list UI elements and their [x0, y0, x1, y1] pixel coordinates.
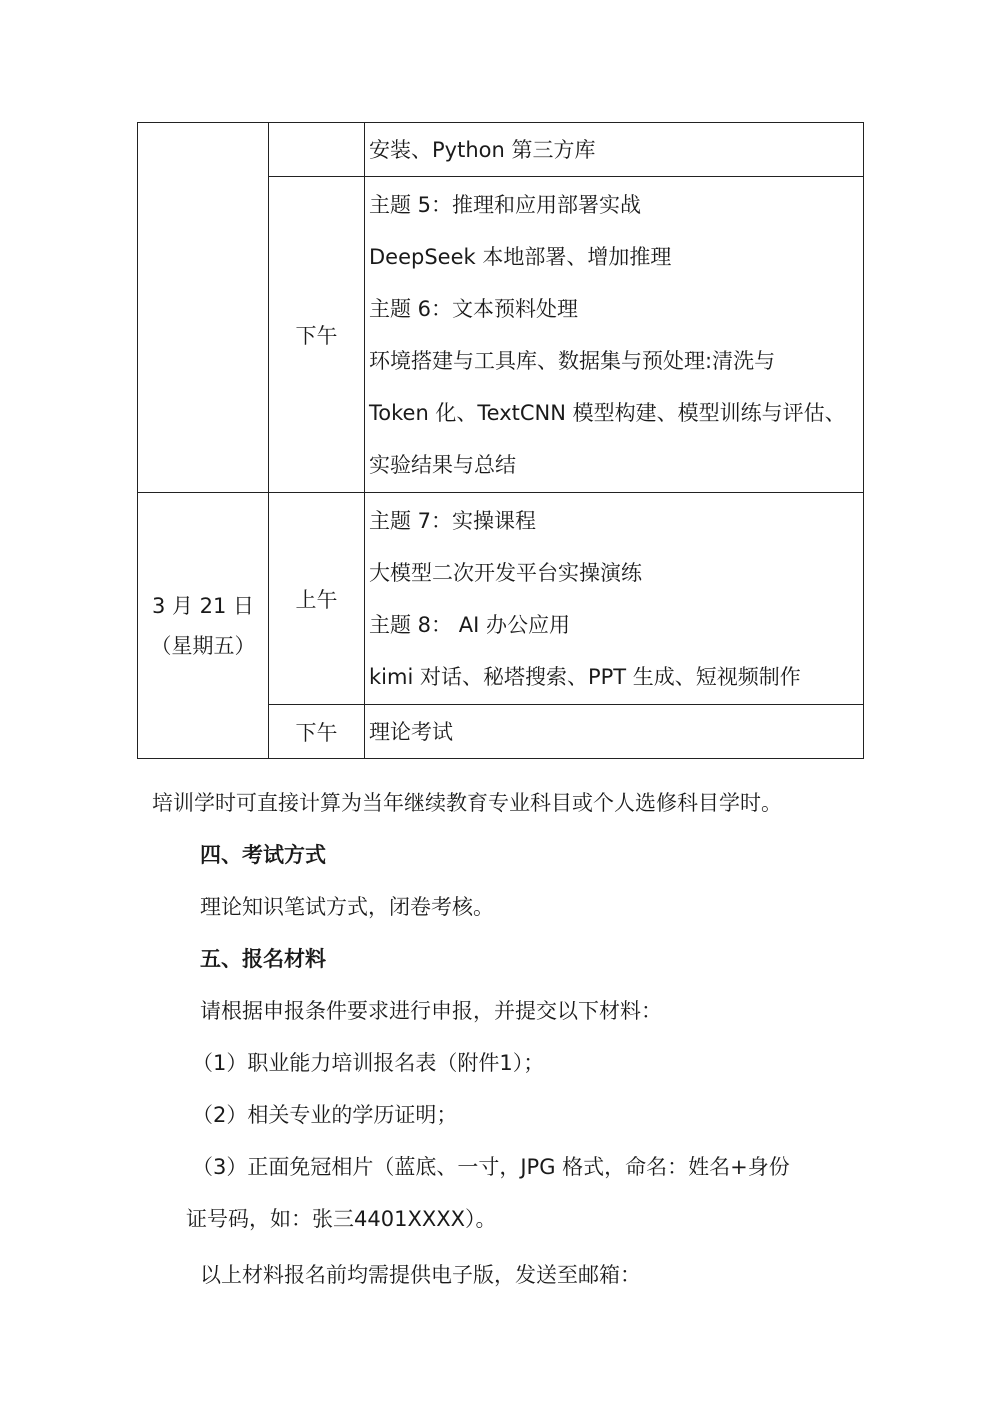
section-4-body: 理论知识笔试方式，闭卷考核。	[200, 895, 494, 919]
content-cell	[365, 493, 864, 705]
content-line: DeepSeek 本地部署、增加推理	[369, 244, 672, 269]
content-line: 环境搭建与工具库、数据集与预处理:清洗与	[369, 348, 776, 373]
note-paragraph: 培训学时可直接计算为当年继续教育专业科目或个人选修科目学时。	[152, 791, 782, 815]
content-line: 主题 5：推理和应用部署实战	[369, 192, 642, 217]
content-line: 安装、Python 第三方库	[369, 137, 596, 162]
content-line: 主题 7：实操课程	[369, 508, 537, 533]
email-note: 以上材料报名前均需提供电子版，发送至邮箱：	[200, 1263, 641, 1287]
content-line: 大模型二次开发平台实操演练	[369, 560, 642, 585]
content-cell	[365, 177, 864, 493]
content-line: 主题 8： AI 办公应用	[369, 612, 570, 637]
material-item-1: （1）职业能力培训报名表（附件1）；	[192, 1051, 545, 1075]
content-line: Token 化、TextCNN 模型构建、模型训练与评估、	[369, 400, 846, 425]
section-5-intro: 请根据申报条件要求进行申报，并提交以下材料：	[200, 999, 662, 1023]
date-cell	[138, 123, 269, 493]
weekday-text: （星期五）	[150, 633, 256, 658]
content-line: kimi 对话、秘塔搜索、PPT 生成、短视频制作	[369, 664, 801, 689]
material-item-3-line-1: （3）正面免冠相片（蓝底、一寸，JPG 格式，命名：姓名+身份	[192, 1155, 790, 1179]
date-cell	[138, 493, 269, 759]
content-cell	[365, 123, 864, 177]
period-cell	[269, 123, 365, 177]
content-cell	[365, 705, 864, 759]
material-item-3-line-2: 证号码，如：张三4401XXXX）。	[186, 1207, 497, 1231]
period-cell: 上午	[269, 493, 365, 705]
content-line: 主题 6：文本预料处理	[369, 296, 579, 321]
date-text: 3 月 21 日	[151, 593, 255, 618]
content-line: 理论考试	[369, 719, 453, 744]
section-5-title: 五、报名材料	[200, 947, 326, 971]
period-cell: 下午	[269, 177, 365, 493]
table-row	[138, 493, 864, 705]
material-item-2: （2）相关专业的学历证明；	[192, 1103, 458, 1127]
table-row	[138, 123, 864, 177]
period-cell: 下午	[269, 705, 365, 759]
section-4-title: 四、考试方式	[200, 843, 326, 867]
content-line: 实验结果与总结	[369, 452, 516, 477]
schedule-table	[137, 122, 864, 759]
